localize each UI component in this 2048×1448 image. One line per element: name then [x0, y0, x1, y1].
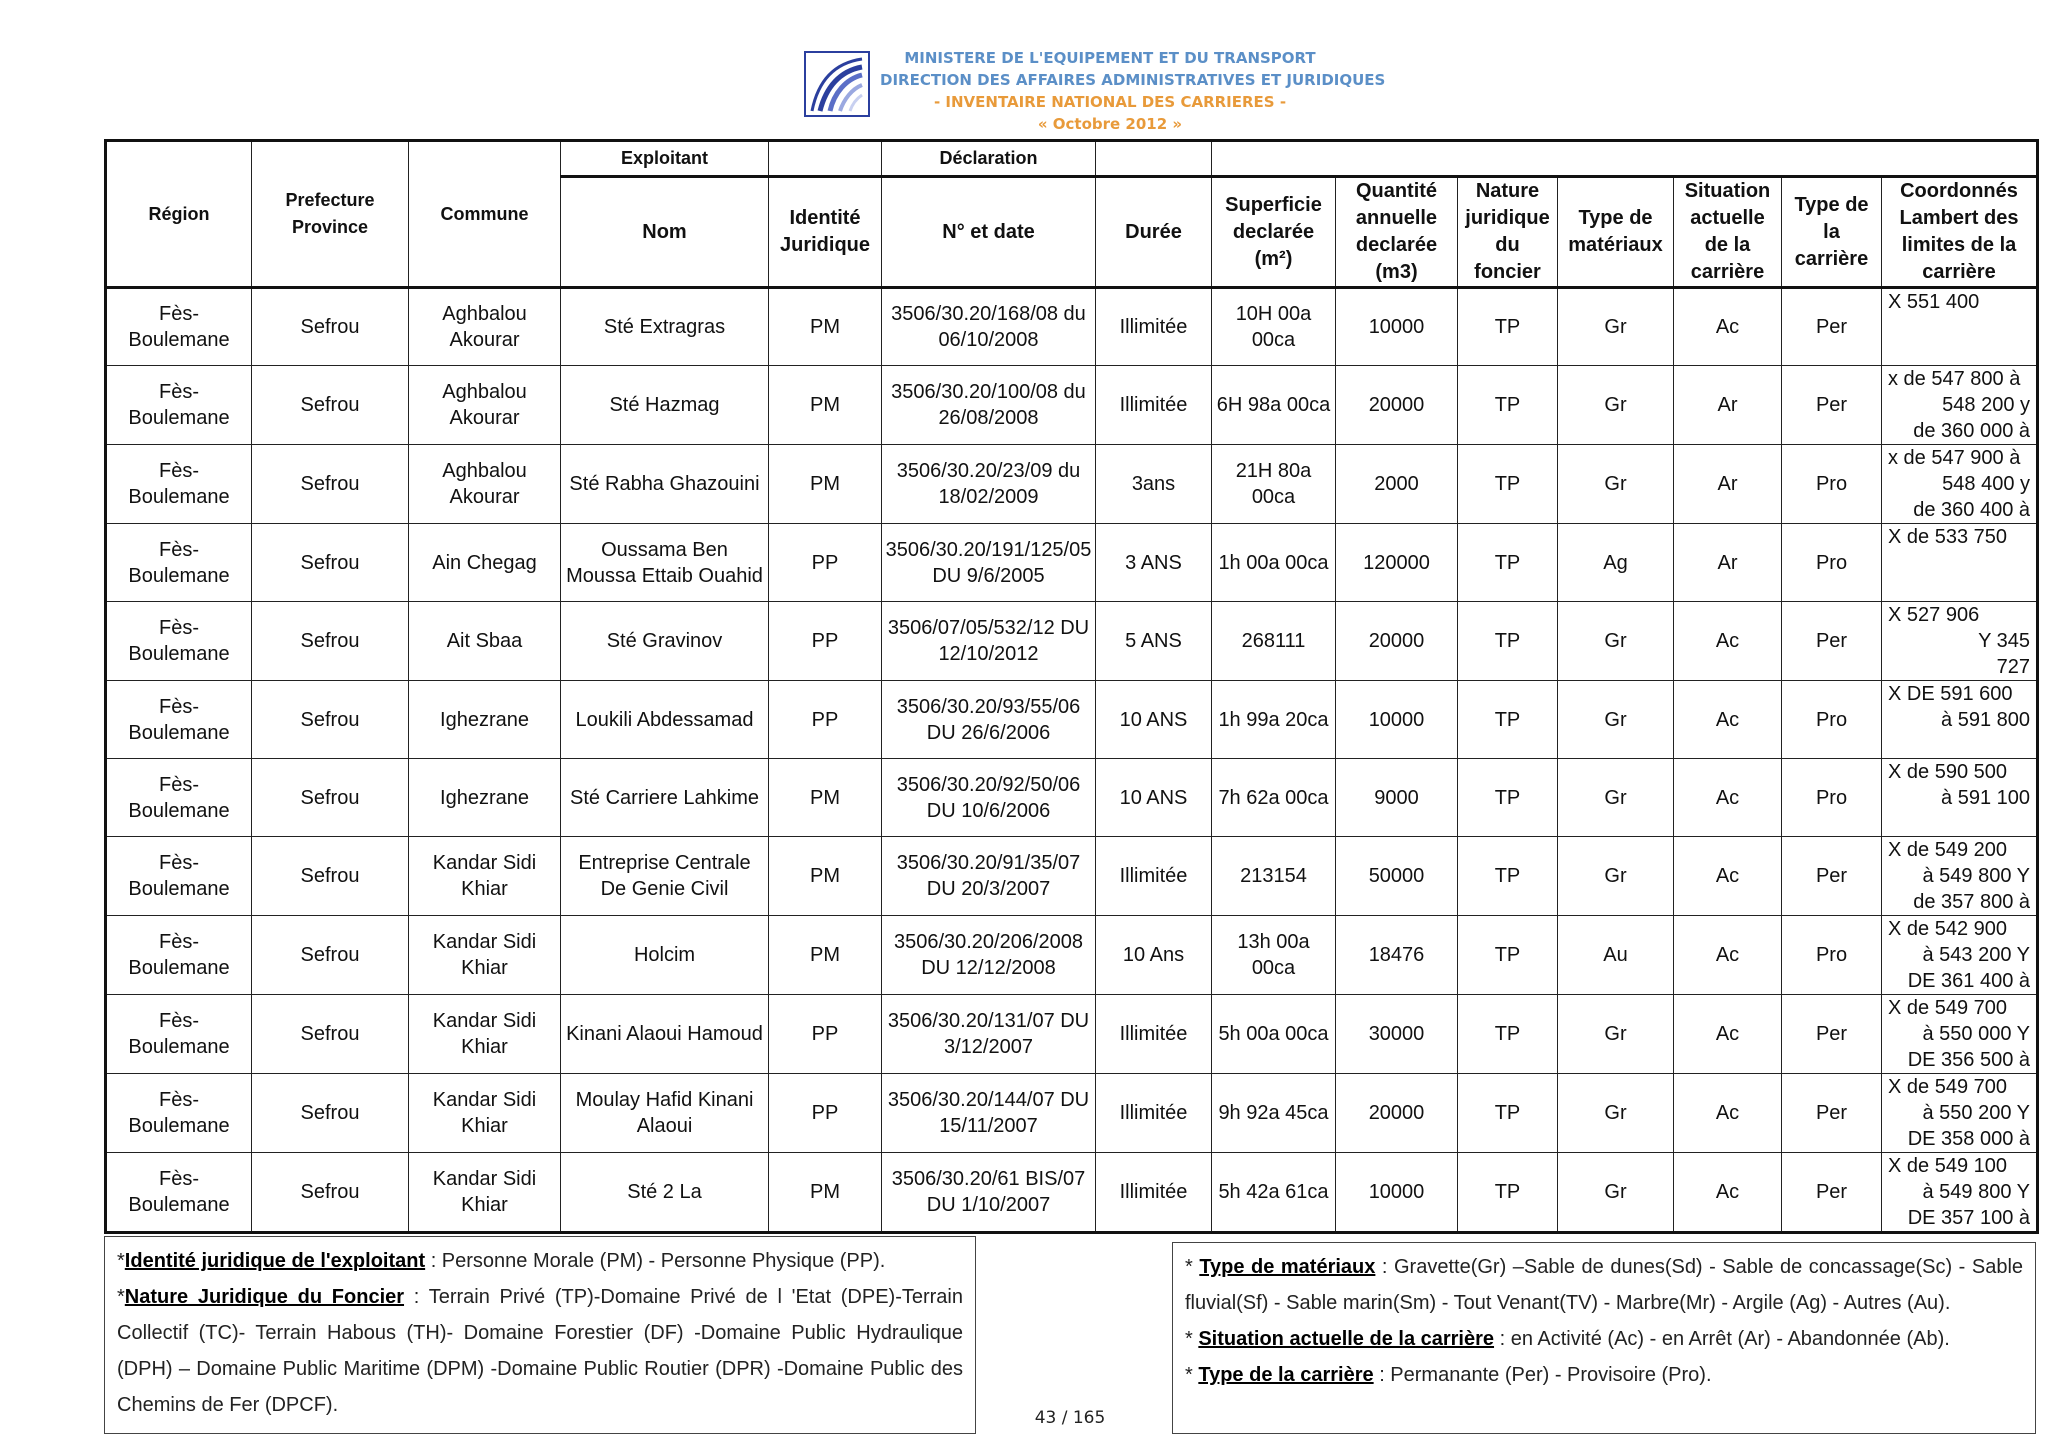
cell-region: Fès-Boulemane [106, 602, 252, 681]
cell-nature: TP [1458, 759, 1558, 837]
cell-coord [1882, 524, 2038, 602]
cell-superficie: 268111 [1212, 602, 1336, 681]
col-header-commune: Commune [409, 141, 561, 288]
cell-commune: Kandar Sidi Khiar [409, 1153, 561, 1233]
cell-materiaux: Ag [1558, 524, 1674, 602]
cell-coord [1882, 759, 2038, 837]
cell-superficie: 5h 42a 61ca [1212, 1153, 1336, 1233]
cell-superficie: 10H 00a 00ca [1212, 288, 1336, 366]
header-date: « Octobre 2012 » [1037, 115, 1183, 133]
coord-line: X de 542 900 [1888, 918, 2007, 940]
group-header-row [106, 141, 2038, 177]
cell-materiaux: Gr [1558, 995, 1674, 1074]
cell-duree: Illimitée [1096, 995, 1212, 1074]
cell-province: Sefrou [252, 288, 409, 366]
cell-nature: TP [1458, 837, 1558, 916]
cell-superficie: 9h 92a 45ca [1212, 1074, 1336, 1153]
cell-coord [1882, 916, 2038, 995]
legend-materiaux: * Type de matériaux : Gravette(Gr) –Sable de dunes(Sd) - Sable de concassage(Sc) - Sable fluvial(Sf) - Sable marin(Sm) - Tout Venant(TV) - Marbre(Mr) - Argile (Ag) - Autres (Au). [1185, 1256, 2024, 1314]
group-header-blank [1096, 141, 1212, 177]
cell-materiaux: Gr [1558, 445, 1674, 524]
col-header-type: Type de la carrière [1782, 177, 1882, 288]
cell-coord [1882, 288, 2038, 366]
table-row [106, 759, 2038, 837]
cell-commune: Kandar Sidi Khiar [409, 1074, 561, 1153]
cell-superficie: 6H 98a 00ca [1212, 366, 1336, 445]
group-header-exploitant: Exploitant [561, 141, 769, 177]
cell-nature: TP [1458, 1074, 1558, 1153]
legend-situation-key: Situation actuelle de la carrière [1198, 1328, 1495, 1350]
col-header-duree: Durée [1096, 177, 1212, 288]
cell-type: Per [1782, 1153, 1882, 1233]
cell-region: Fès-Boulemane [106, 445, 252, 524]
cell-numero: 3506/07/05/532/12 DU 12/10/2012 [882, 602, 1096, 681]
col-header-nom: Nom [561, 177, 769, 288]
coord-line: x de 547 800 à [1888, 368, 2021, 390]
cell-nom: Sté Hazmag [561, 366, 769, 445]
cell-coord [1882, 1153, 2038, 1233]
cell-quantite: 20000 [1336, 1074, 1458, 1153]
cell-situation: Ac [1674, 681, 1782, 759]
cell-superficie: 1h 00a 00ca [1212, 524, 1336, 602]
cell-duree: Illimitée [1096, 837, 1212, 916]
cell-province: Sefrou [252, 837, 409, 916]
legend-type-text: : Permanante (Per) - Provisoire (Pro). [1373, 1364, 1712, 1386]
cell-materiaux: Gr [1558, 288, 1674, 366]
cell-province: Sefrou [252, 366, 409, 445]
cell-identite: PM [769, 288, 882, 366]
cell-duree: 10 ANS [1096, 759, 1212, 837]
group-header-blank [1212, 141, 2038, 177]
cell-province: Sefrou [252, 1074, 409, 1153]
cell-coord [1882, 445, 2038, 524]
cell-region: Fès-Boulemane [106, 995, 252, 1074]
cell-coord [1882, 681, 2038, 759]
coord-line: 548 400 y [1942, 473, 2031, 495]
coord-line: à 549 800 Y [1922, 1181, 2031, 1203]
cell-nature: TP [1458, 445, 1558, 524]
cell-nom: Sté Extragras [561, 288, 769, 366]
cell-quantite: 50000 [1336, 837, 1458, 916]
cell-type: Pro [1782, 524, 1882, 602]
coord-line: DE 356 500 à [1907, 1049, 2031, 1071]
cell-nom: Moulay Hafid Kinani Alaoui [561, 1074, 769, 1153]
group-header-declaration: Déclaration [882, 141, 1096, 177]
col-header-coord: Coordonnés Lambert des limites de la carrière [1882, 177, 2038, 288]
cell-type: Per [1782, 995, 1882, 1074]
col-header-identite: Identité Juridique [769, 177, 882, 288]
cell-situation: Ac [1674, 995, 1782, 1074]
header-direction: DIRECTION DES AFFAIRES ADMINISTRATIVES ET JURIDIQUES [880, 71, 1386, 89]
cell-materiaux: Gr [1558, 759, 1674, 837]
cell-commune: Kandar Sidi Khiar [409, 995, 561, 1074]
cell-quantite: 30000 [1336, 995, 1458, 1074]
cell-commune: Aghbalou Akourar [409, 288, 561, 366]
legend-type-key: Type de la carrière [1198, 1364, 1374, 1386]
cell-commune: Ain Chegag [409, 524, 561, 602]
cell-superficie: 213154 [1212, 837, 1336, 916]
cell-coord [1882, 366, 2038, 445]
cell-province: Sefrou [252, 445, 409, 524]
cell-situation: Ar [1674, 445, 1782, 524]
cell-quantite: 20000 [1336, 602, 1458, 681]
cell-superficie: 13h 00a 00ca [1212, 916, 1336, 995]
cell-materiaux: Gr [1558, 837, 1674, 916]
cell-nature: TP [1458, 995, 1558, 1074]
cell-superficie: 1h 99a 20ca [1212, 681, 1336, 759]
cell-commune: Ighezrane [409, 681, 561, 759]
cell-province: Sefrou [252, 602, 409, 681]
cell-duree: 3 ANS [1096, 524, 1212, 602]
cell-commune: Aghbalou Akourar [409, 366, 561, 445]
header-ministry: MINISTERE DE L'EQUIPEMENT ET DU TRANSPORT [904, 49, 1316, 67]
cell-duree: 10 ANS [1096, 681, 1212, 759]
cell-nom: Sté Carriere Lahkime [561, 759, 769, 837]
cell-duree: 3ans [1096, 445, 1212, 524]
table-body [106, 288, 2038, 1233]
table-row [106, 995, 2038, 1074]
legend-identite-text: : Personne Morale (PM) - Personne Physique (PP). [425, 1250, 886, 1272]
cell-region: Fès-Boulemane [106, 837, 252, 916]
cell-materiaux: Gr [1558, 1074, 1674, 1153]
cell-nature: TP [1458, 681, 1558, 759]
cell-identite: PP [769, 1074, 882, 1153]
legend-situation-text: : en Activité (Ac) - en Arrêt (Ar) - Abandonnée (Ab). [1494, 1328, 1950, 1350]
cell-coord [1882, 837, 2038, 916]
coord-line: DE 357 100 à [1907, 1207, 2031, 1229]
cell-province: Sefrou [252, 681, 409, 759]
cell-type: Pro [1782, 759, 1882, 837]
table-row [106, 681, 2038, 759]
cell-province: Sefrou [252, 759, 409, 837]
cell-materiaux: Gr [1558, 681, 1674, 759]
legend-nature-text: : Terrain Privé (TP)-Domaine Privé de l 'Etat (DPE)-Terrain Collectif (TC)- Terrain Habous (TH)- Domaine Forestier (DF) -Domaine Public Hydraulique (DPH) – Domaine Public Maritime (DPM) -Domaine Public Routier (DPR) -Domaine Public des Chemins de Fer (DPCF). [117, 1286, 963, 1416]
cell-commune: Ighezrane [409, 759, 561, 837]
table-row [106, 445, 2038, 524]
cell-numero: 3506/30.20/206/2008 DU 12/12/2008 [882, 916, 1096, 995]
cell-quantite: 18476 [1336, 916, 1458, 995]
cell-nom: Kinani Alaoui Hamoud [561, 995, 769, 1074]
cell-nature: TP [1458, 288, 1558, 366]
cell-identite: PP [769, 524, 882, 602]
cell-type: Per [1782, 837, 1882, 916]
legend-type: * Type de la carrière : Permanante (Per) - Provisoire (Pro). [1185, 1364, 1712, 1386]
cell-materiaux: Au [1558, 916, 1674, 995]
cell-numero: 3506/30.20/61 BIS/07 DU 1/10/2007 [882, 1153, 1096, 1233]
cell-nature: TP [1458, 366, 1558, 445]
cell-commune: Ait Sbaa [409, 602, 561, 681]
cell-superficie: 5h 00a 00ca [1212, 995, 1336, 1074]
cell-commune: Aghbalou Akourar [409, 445, 561, 524]
cell-situation: Ac [1674, 759, 1782, 837]
cell-commune: Kandar Sidi Khiar [409, 837, 561, 916]
cell-type: Pro [1782, 681, 1882, 759]
coord-line: X de 533 750 [1888, 526, 2007, 548]
cell-numero: 3506/30.20/100/08 du 26/08/2008 [882, 366, 1096, 445]
cell-superficie: 21H 80a 00ca [1212, 445, 1336, 524]
coord-line: DE 358 000 à [1907, 1128, 2031, 1150]
cell-situation: Ac [1674, 1153, 1782, 1233]
cell-duree: Illimitée [1096, 1074, 1212, 1153]
cell-province: Sefrou [252, 995, 409, 1074]
cell-situation: Ac [1674, 837, 1782, 916]
coord-line: 727 [1996, 656, 2031, 678]
coord-line: à 550 000 Y [1922, 1023, 2031, 1045]
cell-region: Fès-Boulemane [106, 524, 252, 602]
cell-numero: 3506/30.20/144/07 DU 15/11/2007 [882, 1074, 1096, 1153]
coord-line: X de 549 700 [1888, 997, 2007, 1019]
cell-type: Per [1782, 366, 1882, 445]
coord-line: de 357 800 à [1913, 891, 2031, 913]
cell-coord [1882, 995, 2038, 1074]
coord-line: de 360 000 à [1913, 420, 2031, 442]
col-header-quantite: Quantité annuelle declarée (m3) [1336, 177, 1458, 288]
cell-province: Sefrou [252, 916, 409, 995]
cell-numero: 3506/30.20/92/50/06 DU 10/6/2006 [882, 759, 1096, 837]
cell-region: Fès-Boulemane [106, 681, 252, 759]
cell-region: Fès-Boulemane [106, 916, 252, 995]
cell-quantite: 10000 [1336, 681, 1458, 759]
cell-quantite: 20000 [1336, 366, 1458, 445]
coord-line: X de 549 200 [1888, 839, 2007, 861]
col-header-superficie: Superficie declarée (m²) [1212, 177, 1336, 288]
cell-numero: 3506/30.20/131/07 DU 3/12/2007 [882, 995, 1096, 1074]
cell-nom: Sté 2 La [561, 1153, 769, 1233]
cell-nature: TP [1458, 524, 1558, 602]
coord-line: X 551 400 [1888, 291, 1980, 313]
cell-nom: Oussama Ben Moussa Ettaib Ouahid [561, 524, 769, 602]
legend-nature: *Nature Juridique du Foncier : Terrain Privé (TP)-Domaine Privé de l 'Etat (DPE)-Terrain Collectif (TC)- Terrain Habous (TH)- Domaine Forestier (DF) -Domaine Public Hydraulique (DPH) – Domaine Public Maritime (DPM) -Domaine Public Routier (DPR) -Domaine Public des Chemins de Fer (DPCF). [117, 1286, 963, 1416]
cell-province: Sefrou [252, 524, 409, 602]
cell-nom: Loukili Abdessamad [561, 681, 769, 759]
legend-situation: * Situation actuelle de la carrière : en Activité (Ac) - en Arrêt (Ar) - Abandonnée (Ab). [1185, 1328, 1950, 1350]
cell-materiaux: Gr [1558, 366, 1674, 445]
col-header-materiaux: Type de matériaux [1558, 177, 1674, 288]
legend-identite: *Identité juridique de l'exploitant : Personne Morale (PM) - Personne Physique (PP). [117, 1250, 886, 1272]
cell-duree: 10 Ans [1096, 916, 1212, 995]
cell-superficie: 7h 62a 00ca [1212, 759, 1336, 837]
cell-province: Sefrou [252, 1153, 409, 1233]
coord-line: 548 200 y [1942, 394, 2031, 416]
cell-nature: TP [1458, 1153, 1558, 1233]
cell-region: Fès-Boulemane [106, 759, 252, 837]
coord-line: à 543 200 Y [1922, 944, 2031, 966]
coord-line: Y 345 [1978, 630, 2031, 652]
legend-materiaux-key: Type de matériaux [1199, 1256, 1376, 1278]
legend-identite-key: Identité juridique de l'exploitant [124, 1250, 426, 1272]
cell-nom: Sté Rabha Ghazouini [561, 445, 769, 524]
legend-materiaux-text: : Gravette(Gr) –Sable de dunes(Sd) - Sable de concassage(Sc) - Sable fluvial(Sf) - Sable marin(Sm) - Tout Venant(TV) - Marbre(Mr) - Argile (Ag) - Autres (Au). [1185, 1256, 2024, 1314]
coord-line: DE 361 400 à [1907, 970, 2031, 992]
cell-identite: PP [769, 681, 882, 759]
cell-quantite: 2000 [1336, 445, 1458, 524]
table-row [106, 1074, 2038, 1153]
legend-left [104, 1236, 976, 1434]
cell-numero: 3506/30.20/93/55/06 DU 26/6/2006 [882, 681, 1096, 759]
cell-numero: 3506/30.20/191/125/05 DU 9/6/2005 [882, 524, 1096, 602]
table-row [106, 288, 2038, 366]
cell-region: Fès-Boulemane [106, 288, 252, 366]
cell-region: Fès-Boulemane [106, 366, 252, 445]
coord-line: à 591 800 [1941, 709, 2031, 731]
table-row [106, 602, 2038, 681]
cell-identite: PM [769, 837, 882, 916]
cell-nom: Entreprise Centrale De Genie Civil [561, 837, 769, 916]
cell-nature: TP [1458, 602, 1558, 681]
cell-situation: Ar [1674, 524, 1782, 602]
cell-type: Pro [1782, 916, 1882, 995]
cell-duree: Illimitée [1096, 366, 1212, 445]
cell-situation: Ar [1674, 366, 1782, 445]
coord-line: X de 590 500 [1888, 761, 2007, 783]
table-row [106, 366, 2038, 445]
cell-materiaux: Gr [1558, 1153, 1674, 1233]
cell-type: Per [1782, 602, 1882, 681]
cell-numero: 3506/30.20/91/35/07 DU 20/3/2007 [882, 837, 1096, 916]
cell-identite: PP [769, 995, 882, 1074]
col-header-province: Prefecture Province [252, 141, 409, 288]
coord-line: x de 547 900 à [1888, 447, 2021, 469]
cell-identite: PM [769, 366, 882, 445]
coord-line: X de 549 700 [1888, 1076, 2007, 1098]
ministry-logo [804, 51, 870, 117]
cell-coord [1882, 1074, 2038, 1153]
cell-quantite: 120000 [1336, 524, 1458, 602]
cell-situation: Ac [1674, 602, 1782, 681]
cell-identite: PM [769, 916, 882, 995]
coord-line: X DE 591 600 [1888, 683, 2013, 705]
cell-commune: Kandar Sidi Khiar [409, 916, 561, 995]
cell-type: Per [1782, 1074, 1882, 1153]
cell-numero: 3506/30.20/168/08 du 06/10/2008 [882, 288, 1096, 366]
cell-identite: PP [769, 602, 882, 681]
col-header-region: Région [106, 141, 252, 288]
cell-situation: Ac [1674, 916, 1782, 995]
cell-region: Fès-Boulemane [106, 1153, 252, 1233]
cell-nom: Sté Gravinov [561, 602, 769, 681]
cell-materiaux: Gr [1558, 602, 1674, 681]
legend-nature-key: Nature Juridique du Foncier [124, 1286, 405, 1308]
col-header-numero: N° et date [882, 177, 1096, 288]
cell-coord [1882, 602, 2038, 681]
quarries-table [104, 139, 2039, 1234]
cell-duree: Illimitée [1096, 288, 1212, 366]
cell-identite: PM [769, 759, 882, 837]
coord-line: X 527 906 [1888, 604, 1980, 626]
coord-line: de 360 400 à [1913, 499, 2031, 521]
cell-quantite: 10000 [1336, 1153, 1458, 1233]
col-header-situation: Situation actuelle de la carrière [1674, 177, 1782, 288]
page-number: 43 / 165 [1034, 1408, 1106, 1428]
cell-quantite: 10000 [1336, 288, 1458, 366]
legend-right [1172, 1242, 2036, 1434]
cell-type: Per [1782, 288, 1882, 366]
cell-identite: PM [769, 445, 882, 524]
cell-nature: TP [1458, 916, 1558, 995]
cell-situation: Ac [1674, 288, 1782, 366]
coord-line: à 550 200 Y [1922, 1102, 2031, 1124]
cell-quantite: 9000 [1336, 759, 1458, 837]
table-row [106, 524, 2038, 602]
coord-line: à 591 100 [1941, 787, 2031, 809]
coord-line: à 549 800 Y [1922, 865, 2031, 887]
cell-duree: 5 ANS [1096, 602, 1212, 681]
cell-duree: Illimitée [1096, 1153, 1212, 1233]
table-row [106, 837, 2038, 916]
cell-type: Pro [1782, 445, 1882, 524]
cell-identite: PM [769, 1153, 882, 1233]
cell-numero: 3506/30.20/23/09 du 18/02/2009 [882, 445, 1096, 524]
table-row [106, 1153, 2038, 1233]
header-inventory-title: - INVENTAIRE NATIONAL DES CARRIERES - [933, 93, 1287, 111]
cell-nom: Holcim [561, 916, 769, 995]
group-header-blank [769, 141, 882, 177]
cell-situation: Ac [1674, 1074, 1782, 1153]
cell-region: Fès-Boulemane [106, 1074, 252, 1153]
table-row [106, 916, 2038, 995]
coord-line: X de 549 100 [1888, 1155, 2007, 1177]
col-header-nature: Nature juridique du foncier [1458, 177, 1558, 288]
